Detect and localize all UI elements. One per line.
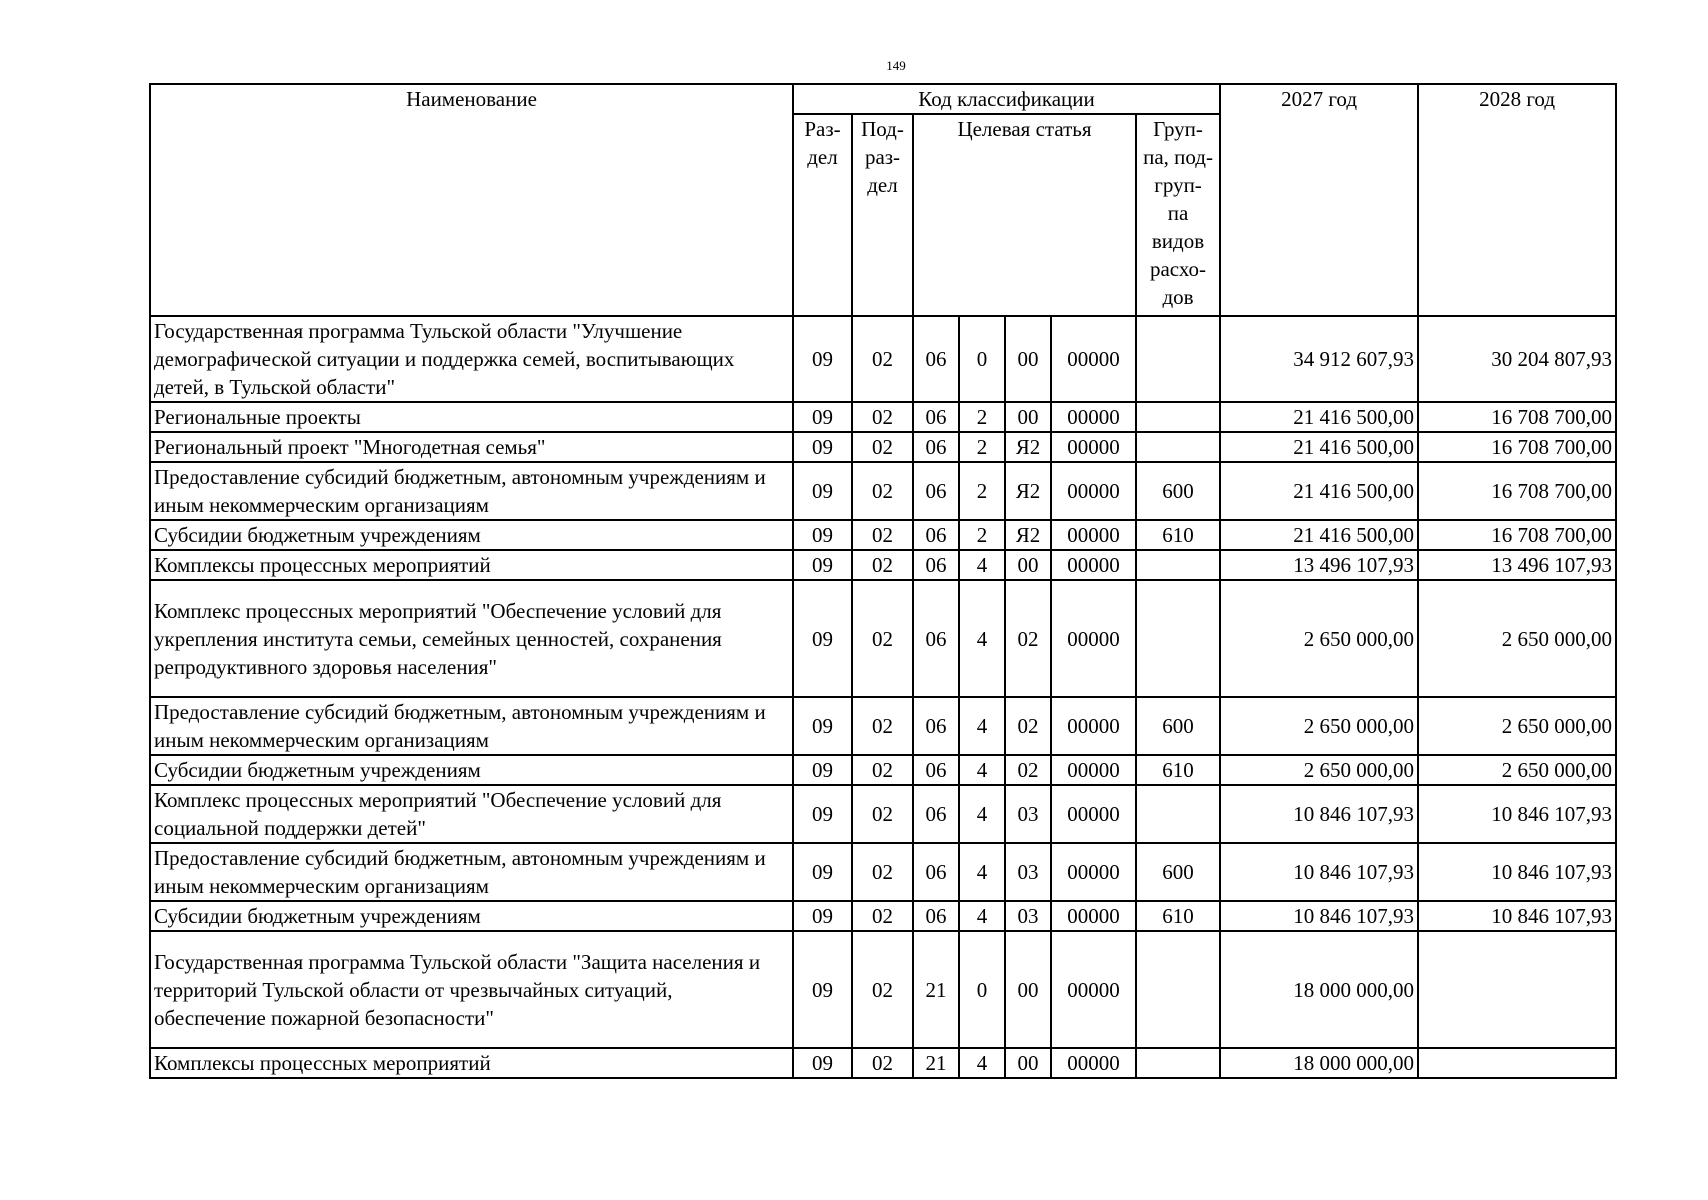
row-amount-2027: 2 650 000,00 [1220, 755, 1418, 785]
row-target-program: 06 [913, 462, 959, 520]
row-target-program: 06 [913, 550, 959, 580]
header-target-article: Целевая статья [913, 114, 1136, 316]
row-razdel: 09 [793, 402, 852, 432]
row-expense-group: 600 [1136, 843, 1220, 901]
row-amount-2028: 13 496 107,93 [1418, 550, 1616, 580]
table-row [150, 462, 1616, 520]
row-name: Региональные проекты [150, 402, 793, 432]
row-target-direction: 00000 [1051, 432, 1136, 462]
table-row [150, 550, 1616, 580]
row-target-program: 21 [913, 1048, 959, 1078]
row-razdel: 09 [793, 580, 852, 697]
row-amount-2027: 10 846 107,93 [1220, 843, 1418, 901]
row-razdel: 09 [793, 1048, 852, 1078]
row-razdel: 09 [793, 316, 852, 402]
row-amount-2028 [1418, 1048, 1616, 1078]
row-podrazdel: 02 [852, 1048, 913, 1078]
row-razdel: 09 [793, 931, 852, 1048]
row-target-program: 06 [913, 316, 959, 402]
row-podrazdel: 02 [852, 843, 913, 901]
row-target-type: 0 [959, 931, 1005, 1048]
row-amount-2027: 21 416 500,00 [1220, 462, 1418, 520]
row-expense-group [1136, 550, 1220, 580]
row-expense-group: 610 [1136, 901, 1220, 931]
row-target-type: 4 [959, 843, 1005, 901]
row-target-structure: 02 [1005, 580, 1051, 697]
row-name: Комплексы процессных мероприятий [150, 550, 793, 580]
row-target-direction: 00000 [1051, 755, 1136, 785]
row-expense-group: 610 [1136, 755, 1220, 785]
row-podrazdel: 02 [852, 931, 913, 1048]
row-expense-group [1136, 316, 1220, 402]
row-expense-group [1136, 432, 1220, 462]
row-amount-2027: 18 000 000,00 [1220, 931, 1418, 1048]
row-expense-group [1136, 580, 1220, 697]
row-target-program: 06 [913, 697, 959, 755]
row-target-direction: 00000 [1051, 402, 1136, 432]
table-row [150, 316, 1616, 402]
row-target-structure: 03 [1005, 785, 1051, 843]
row-target-type: 4 [959, 785, 1005, 843]
row-name: Субсидии бюджетным учреждениям [150, 520, 793, 550]
row-amount-2027: 2 650 000,00 [1220, 697, 1418, 755]
row-razdel: 09 [793, 755, 852, 785]
row-amount-2027: 10 846 107,93 [1220, 901, 1418, 931]
row-target-direction: 00000 [1051, 1048, 1136, 1078]
row-target-structure: Я2 [1005, 432, 1051, 462]
header-year-2027: 2027 год [1220, 84, 1418, 316]
row-target-program: 06 [913, 901, 959, 931]
row-target-direction: 00000 [1051, 316, 1136, 402]
row-target-structure: Я2 [1005, 462, 1051, 520]
page-number: 149 [886, 58, 906, 73]
table-row [150, 520, 1616, 550]
row-target-type: 4 [959, 755, 1005, 785]
table-row [150, 402, 1616, 432]
row-expense-group: 600 [1136, 697, 1220, 755]
table-row [150, 755, 1616, 785]
row-amount-2028: 30 204 807,93 [1418, 316, 1616, 402]
row-name: Предоставление субсидий бюджетным, автономным учреждениям и иным некоммерческим организациям [150, 843, 793, 901]
row-expense-group [1136, 402, 1220, 432]
row-target-type: 0 [959, 316, 1005, 402]
row-name: Государственная программа Тульской области "Защита населения и территорий Тульской области от чрезвычайных ситуаций, обеспечение пожарной безопасности" [150, 931, 793, 1048]
row-name: Региональный проект "Многодетная семья" [150, 432, 793, 462]
header-year-2028: 2028 год [1418, 84, 1616, 316]
row-name: Комплекс процессных мероприятий "Обеспечение условий для социальной поддержки детей" [150, 785, 793, 843]
table-row [150, 432, 1616, 462]
header-expense-group: Груп- па, под- груп- па видов расхо- дов [1136, 114, 1220, 316]
row-amount-2028: 2 650 000,00 [1418, 697, 1616, 755]
row-razdel: 09 [793, 843, 852, 901]
row-target-type: 2 [959, 520, 1005, 550]
row-name: Субсидии бюджетным учреждениям [150, 901, 793, 931]
row-target-structure: 02 [1005, 697, 1051, 755]
row-name: Предоставление субсидий бюджетным, автономным учреждениям и иным некоммерческим организациям [150, 697, 793, 755]
table-body [150, 316, 1616, 1078]
row-target-program: 06 [913, 520, 959, 550]
row-podrazdel: 02 [852, 901, 913, 931]
row-target-direction: 00000 [1051, 697, 1136, 755]
row-razdel: 09 [793, 785, 852, 843]
row-podrazdel: 02 [852, 402, 913, 432]
row-target-structure: 02 [1005, 755, 1051, 785]
row-target-program: 06 [913, 785, 959, 843]
row-razdel: 09 [793, 550, 852, 580]
row-podrazdel: 02 [852, 580, 913, 697]
row-amount-2027: 18 000 000,00 [1220, 1048, 1418, 1078]
row-expense-group: 610 [1136, 520, 1220, 550]
table-header [150, 84, 1616, 316]
row-podrazdel: 02 [852, 550, 913, 580]
table-row [150, 697, 1616, 755]
row-expense-group [1136, 931, 1220, 1048]
row-target-structure: Я2 [1005, 520, 1051, 550]
row-target-type: 4 [959, 550, 1005, 580]
row-target-program: 06 [913, 432, 959, 462]
row-target-structure: 00 [1005, 1048, 1051, 1078]
table-row [150, 901, 1616, 931]
row-expense-group [1136, 1048, 1220, 1078]
row-razdel: 09 [793, 432, 852, 462]
row-podrazdel: 02 [852, 755, 913, 785]
row-amount-2027: 21 416 500,00 [1220, 402, 1418, 432]
row-amount-2028: 10 846 107,93 [1418, 785, 1616, 843]
row-amount-2028: 16 708 700,00 [1418, 520, 1616, 550]
row-target-type: 4 [959, 901, 1005, 931]
row-amount-2028: 16 708 700,00 [1418, 462, 1616, 520]
row-target-program: 06 [913, 402, 959, 432]
row-name: Государственная программа Тульской области "Улучшение демографической ситуации и поддержка семей, воспитывающих детей, в Тульской области" [150, 316, 793, 402]
table-row [150, 843, 1616, 901]
row-target-program: 06 [913, 580, 959, 697]
row-target-type: 2 [959, 432, 1005, 462]
row-target-type: 4 [959, 697, 1005, 755]
row-target-program: 06 [913, 755, 959, 785]
row-amount-2028: 2 650 000,00 [1418, 755, 1616, 785]
row-amount-2028: 2 650 000,00 [1418, 580, 1616, 697]
row-expense-group [1136, 785, 1220, 843]
row-razdel: 09 [793, 520, 852, 550]
row-razdel: 09 [793, 462, 852, 520]
row-amount-2028 [1418, 931, 1616, 1048]
row-amount-2027: 21 416 500,00 [1220, 520, 1418, 550]
budget-table [149, 83, 1617, 1079]
row-podrazdel: 02 [852, 520, 913, 550]
table-row [150, 580, 1616, 697]
row-razdel: 09 [793, 697, 852, 755]
row-name: Комплексы процессных мероприятий [150, 1048, 793, 1078]
row-target-structure: 00 [1005, 402, 1051, 432]
row-amount-2028: 16 708 700,00 [1418, 432, 1616, 462]
row-target-direction: 00000 [1051, 843, 1136, 901]
row-podrazdel: 02 [852, 432, 913, 462]
row-podrazdel: 02 [852, 785, 913, 843]
row-target-direction: 00000 [1051, 462, 1136, 520]
row-target-type: 2 [959, 462, 1005, 520]
row-name: Комплекс процессных мероприятий "Обеспечение условий для укрепления института семьи, семейных ценностей, сохранения репродуктивного здоровья населения" [150, 580, 793, 697]
row-target-direction: 00000 [1051, 931, 1136, 1048]
row-amount-2027: 2 650 000,00 [1220, 580, 1418, 697]
row-target-program: 21 [913, 931, 959, 1048]
row-target-program: 06 [913, 843, 959, 901]
row-target-type: 4 [959, 1048, 1005, 1078]
row-amount-2027: 21 416 500,00 [1220, 432, 1418, 462]
row-target-structure: 03 [1005, 901, 1051, 931]
row-amount-2027: 34 912 607,93 [1220, 316, 1418, 402]
row-target-direction: 00000 [1051, 580, 1136, 697]
row-target-direction: 00000 [1051, 550, 1136, 580]
table-row [150, 931, 1616, 1048]
table-row [150, 785, 1616, 843]
row-target-type: 2 [959, 402, 1005, 432]
row-target-structure: 00 [1005, 550, 1051, 580]
row-target-structure: 00 [1005, 316, 1051, 402]
row-podrazdel: 02 [852, 697, 913, 755]
row-amount-2028: 10 846 107,93 [1418, 901, 1616, 931]
row-target-direction: 00000 [1051, 785, 1136, 843]
row-podrazdel: 02 [852, 316, 913, 402]
header-podrazdel: Под- раз- дел [852, 114, 913, 316]
row-amount-2027: 13 496 107,93 [1220, 550, 1418, 580]
row-amount-2028: 10 846 107,93 [1418, 843, 1616, 901]
row-target-structure: 03 [1005, 843, 1051, 901]
row-razdel: 09 [793, 901, 852, 931]
row-target-type: 4 [959, 580, 1005, 697]
row-podrazdel: 02 [852, 462, 913, 520]
header-classification: Код классификации [793, 84, 1220, 114]
row-amount-2028: 16 708 700,00 [1418, 402, 1616, 432]
header-name: Наименование [150, 84, 793, 316]
row-name: Предоставление субсидий бюджетным, автономным учреждениям и иным некоммерческим организациям [150, 462, 793, 520]
row-target-structure: 00 [1005, 931, 1051, 1048]
table-row [150, 1048, 1616, 1078]
row-target-direction: 00000 [1051, 520, 1136, 550]
header-razdel: Раз- дел [793, 114, 852, 316]
row-target-direction: 00000 [1051, 901, 1136, 931]
row-amount-2027: 10 846 107,93 [1220, 785, 1418, 843]
row-name: Субсидии бюджетным учреждениям [150, 755, 793, 785]
row-expense-group: 600 [1136, 462, 1220, 520]
